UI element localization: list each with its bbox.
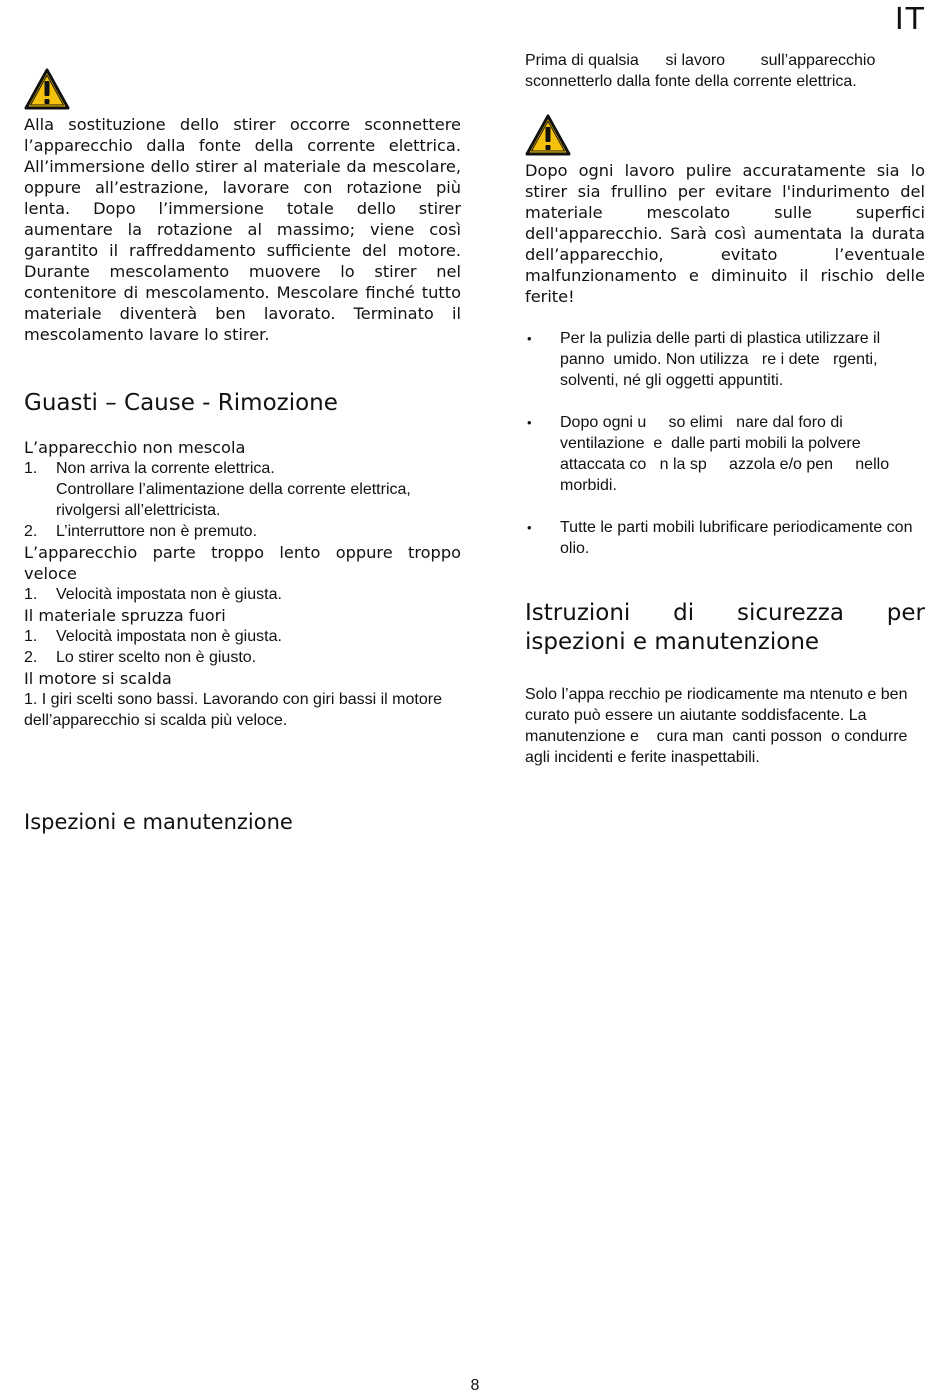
- list-item: [525, 517, 925, 559]
- fault-title: L’apparecchio non mescola: [24, 438, 246, 457]
- fault-title: L’apparecchio parte troppo lento oppure troppo veloce: [24, 543, 461, 583]
- language-code: IT: [894, 2, 926, 37]
- item-number: 2.: [24, 649, 38, 666]
- warning-triangle-icon: [24, 68, 70, 110]
- bullet: •: [527, 520, 532, 535]
- section-heading-guasti: Guasti – Cause - Rimozione: [24, 390, 338, 416]
- list-item-text: Per la pulizia delle parti di plastica utilizzare il panno umido. Non utilizza re i dete rgenti, solventi, né gli oggetti appuntiti.: [560, 330, 885, 389]
- item-number: 1.: [24, 460, 38, 477]
- intro-paragraph: Alla sostituzione dello stirer occorre sconnettere l’apparecchio dalla fonte della corrente elettrica. All’immersione dello stirer al materiale da mescolare, oppure all’estrazione, lavorare con rotazione più lenta. Dopo l’immersione totale dello stirer aumentare la rotazione al massimo; viene così garantito il raffreddamento sufficiente del motore. Durante mescolamento muovere lo stirer nel contenitore di mescolamento. Mescolare finché tutto materiale diventerà ben lavorato. Terminato il mescolamento lavare lo stirer.: [24, 115, 461, 344]
- maintenance-paragraph: Solo l’appa recchio pe riodicamente ma ntenuto e ben curato può essere un aiutante soddisfacente. La manutenzione e cura man canti posson o condurre agli incidenti e ferite inaspettabili.: [525, 686, 912, 766]
- section-heading-istruzioni: Istruzioni di sicurezza per ispezioni e manutenzione: [525, 600, 925, 655]
- fault-item: [24, 584, 461, 605]
- item-text: L’interruttore non è premuto.: [56, 523, 258, 540]
- fault-item: [24, 458, 461, 479]
- cleaning-paragraph: Dopo ogni lavoro pulire accuratamente sia lo stirer sia frullino per evitare l'indurimento del materiale mescolato sulle superfici dell'apparecchio. Sarà così aumentata la durata dell’apparecchio, evitato l’eventuale malfunzionamento e diminuito il rischio delle ferite!: [525, 161, 925, 306]
- list-item: [525, 328, 925, 391]
- right-column: [525, 50, 925, 768]
- item-detail: Controllare l’alimentazione della corrente elettrica, rivolgersi all’elettricista.: [56, 481, 411, 519]
- item-number: 2.: [24, 523, 38, 540]
- item-text: Velocità impostata non è giusta.: [56, 586, 282, 603]
- list-item-text: Dopo ogni u so elimi nare dal foro di ventilazione e dalle parti mobili la polvere attaccata co n la sp azzola e/o pen nello morbidi.: [560, 414, 894, 494]
- item-text: Velocità impostata non è giusta.: [56, 628, 282, 645]
- left-column: [24, 68, 461, 731]
- fault-title: Il motore si scalda: [24, 669, 172, 688]
- fault-item: [24, 626, 461, 647]
- item-number: 1.: [24, 628, 38, 645]
- bullet: •: [527, 415, 532, 430]
- warning-triangle-icon: [525, 114, 571, 156]
- fault-title: Il materiale spruzza fuori: [24, 606, 226, 625]
- fault-item: [24, 521, 461, 542]
- item-text: Non arriva la corrente elettrica.: [56, 460, 275, 477]
- item-number: 1.: [24, 586, 38, 603]
- section-heading-ispezioni: Ispezioni e manutenzione: [24, 810, 293, 834]
- list-item-text: Tutte le parti mobili lubrificare periodicamente con olio.: [560, 519, 913, 557]
- bullet: •: [527, 331, 532, 346]
- item-text: Lo stirer scelto non è giusto.: [56, 649, 257, 666]
- page-number: 8: [470, 1377, 480, 1394]
- list-item: [525, 412, 925, 496]
- fault-item-text: 1. I giri scelti sono bassi. Lavorando con giri bassi il motore dell’apparecchio si scalda più veloce.: [24, 691, 442, 729]
- safety-paragraph: Prima di qualsia si lavoro sull’apparecchio sconnetterlo dalla fonte della corrente elettrica.: [525, 52, 880, 90]
- fault-item: [24, 647, 461, 668]
